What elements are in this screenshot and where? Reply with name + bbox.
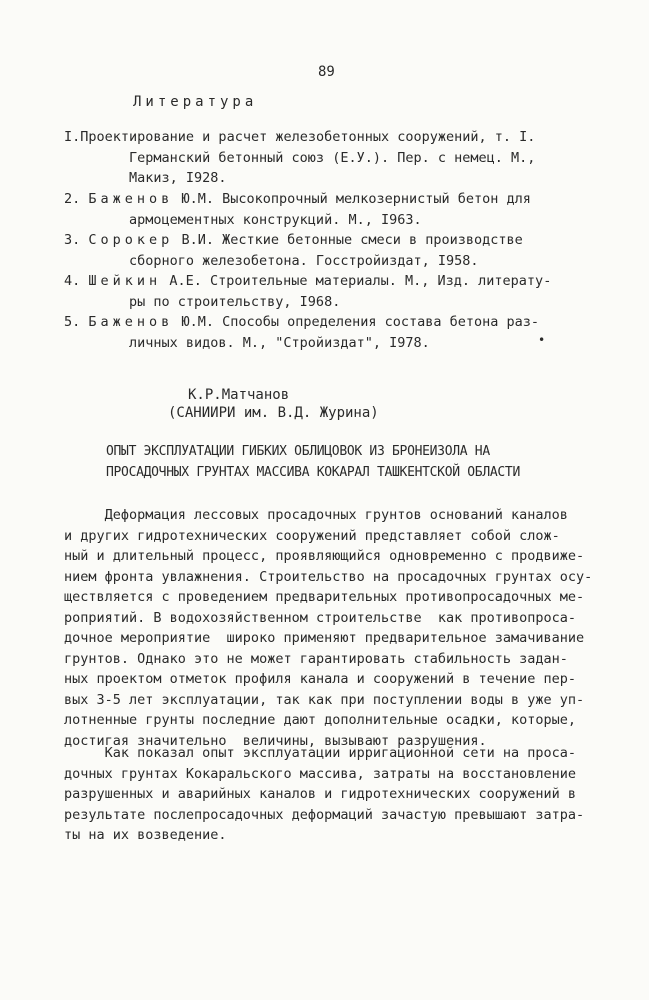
article-author: К.Р.Матчанов <box>188 387 290 403</box>
reference-item <box>64 127 535 189</box>
reference-number: 5. <box>64 314 81 330</box>
paragraph-line: нием фронта увлажнения. Строительство на просадочных грунтах осу- <box>64 568 593 585</box>
reference-text: А.Е. Строительные материалы. М., Изд. литерату- <box>161 273 552 289</box>
paragraph-line: ный и длительный процесс, проявляющийся одновременно с продвиже- <box>64 548 585 564</box>
body-paragraph <box>64 743 584 846</box>
reference-author: Баженов <box>88 191 174 207</box>
paragraph-line: грунтов. Однако это не может гарантировать стабильность задан- <box>64 650 568 667</box>
paragraph-line: ных проектом отметок профиля канала и сооружений в течение пер- <box>64 671 577 687</box>
paragraph-line: ществляется с проведением предварительных противопросадочных ме- <box>64 589 585 605</box>
literature-heading: Литература <box>133 94 258 110</box>
reference-item <box>64 230 523 271</box>
reference-text: Ю.М. Способы определения состава бетона раз- <box>173 314 540 330</box>
paragraph-line: результате послепросадочных деформаций зачастую превышают затра- <box>64 806 585 823</box>
stray-mark: • <box>538 333 546 347</box>
page-number: 89 <box>318 64 335 80</box>
reference-author: Шейкин <box>88 273 162 289</box>
reference-item <box>64 312 539 353</box>
reference-item <box>64 271 551 312</box>
paragraph-line: Деформация лессовых просадочных грунтов оснований каналов <box>64 507 568 523</box>
paragraph-line: достигая значительно величины, вызывают разрушения. <box>64 732 487 749</box>
reference-text: В.И. Жесткие бетонные смеси в производстве <box>173 232 523 248</box>
article-affiliation: (САНИИРИ им. В.Д. Журина) <box>168 405 379 421</box>
reference-number: 4. <box>64 273 81 289</box>
paragraph-line: роприятий. В водохозяйственном строительстве как противопроса- <box>64 609 577 626</box>
reference-number: I. <box>64 129 81 145</box>
reference-number: 2. <box>64 191 81 207</box>
reference-number: 3. <box>64 232 81 248</box>
reference-text: Ю.М. Высокопрочный мелкозернистый бетон для <box>173 191 531 207</box>
title-line: ПРОСАДОЧНЫХ ГРУНТАХ МАССИВА КОКАРАЛ ТАШКЕНТСКОЙ ОБЛАСТИ <box>106 465 520 480</box>
reference-text: ры по строительству, I968. <box>129 293 341 310</box>
reference-text: армоцементных конструкций. М., I963. <box>129 211 422 228</box>
reference-text: Германский бетонный союз (Е.У.). Пер. с немец. М., <box>129 149 536 166</box>
paragraph-line: и других гидротехнических сооружений представляет собой слож- <box>64 527 560 544</box>
article-title <box>106 441 520 483</box>
reference-text: личных видов. М., "Стройиздат", I978. <box>129 334 430 351</box>
paragraph-line: вых 3-5 лет эксплуатации, так как при поступлении воды в уже уп- <box>64 691 585 708</box>
paragraph-line: ты на их возведение. <box>64 827 227 843</box>
paragraph-line: дочных грунтах Кокаральского массива, затраты на восстановление <box>64 765 577 782</box>
reference-author: Баженов <box>88 314 174 330</box>
reference-item <box>64 189 531 230</box>
paragraph-line: лотненные грунты последние дают дополнительные осадки, которые, <box>64 712 577 728</box>
paragraph-line: разрушенных и аварийных каналов и гидротехнических сооружений в <box>64 786 577 802</box>
reference-text: Макиз, I928. <box>129 170 227 186</box>
reference-text: Проектирование и расчет железобетонных сооружений, т. I. <box>80 129 536 145</box>
paragraph-line: Как показал опыт эксплуатации ирригационной сети на проса- <box>64 745 577 761</box>
body-paragraph <box>64 505 592 751</box>
reference-text: сборного железобетона. Госстройиздат, I958. <box>129 252 479 269</box>
paragraph-line: дочное мероприятие широко применяют предварительное замачивание <box>64 630 585 646</box>
reference-author: Сорокер <box>88 232 174 248</box>
title-line: ОПЫТ ЭКСПЛУАТАЦИИ ГИБКИХ ОБЛИЦОВОК ИЗ БРОНЕИЗОЛА НА <box>106 444 490 459</box>
